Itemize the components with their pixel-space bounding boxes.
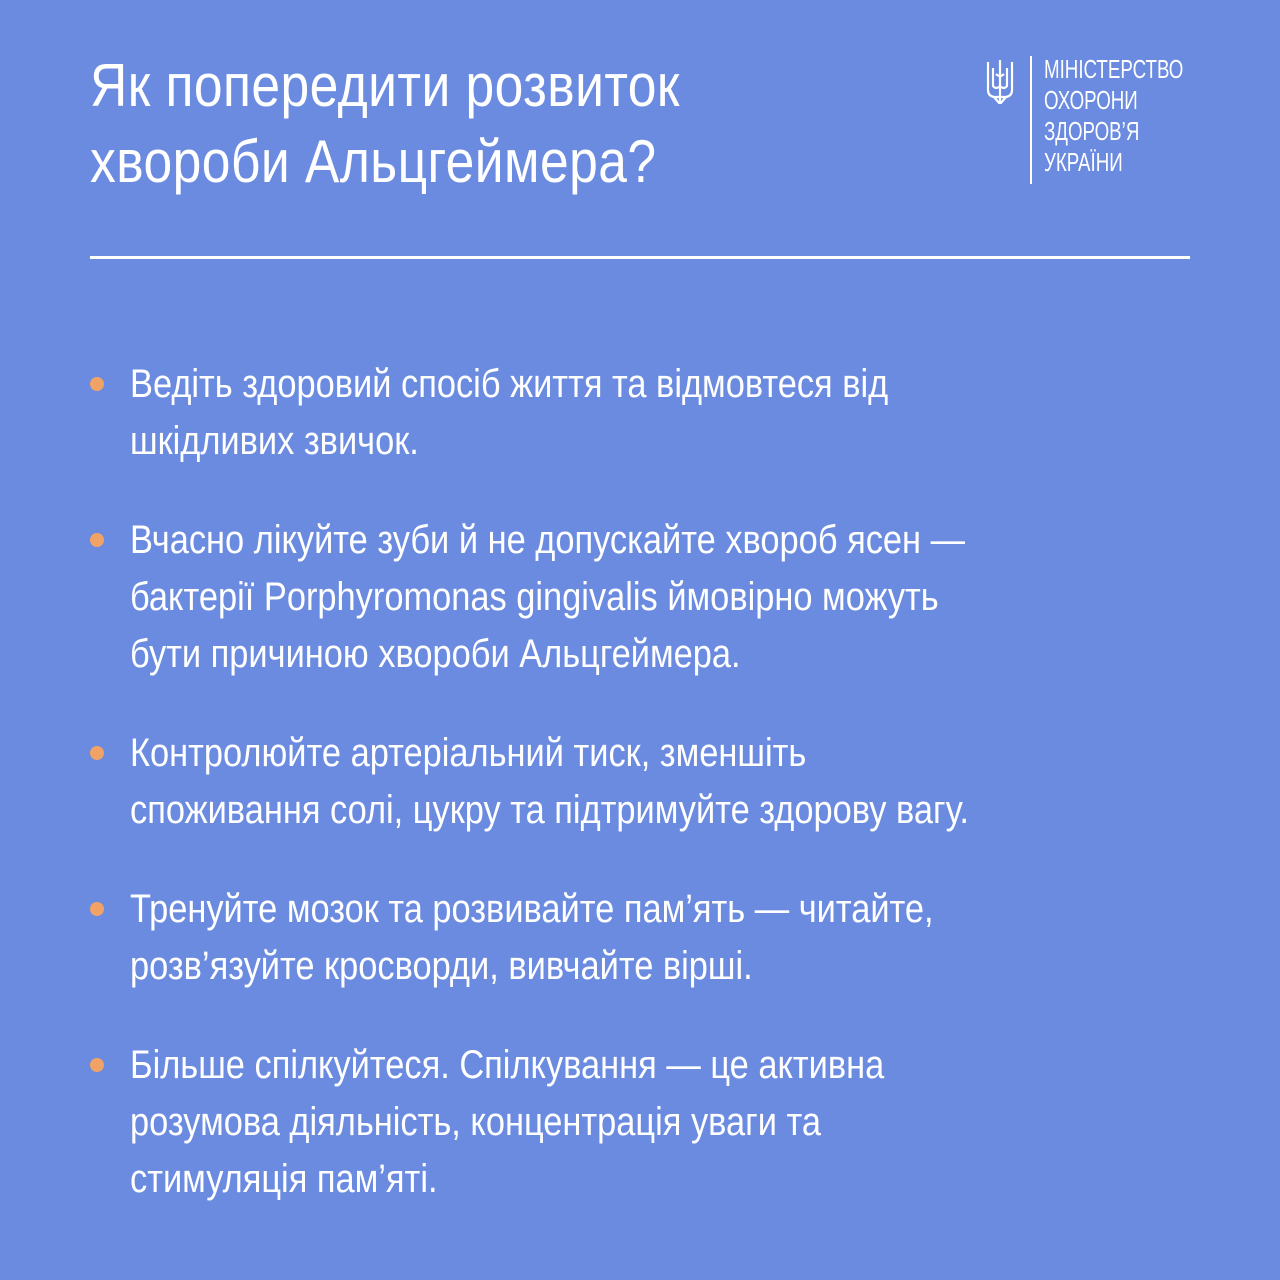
tip-line: стимуляція пам’яті. <box>130 1157 438 1201</box>
ministry-name-line: ОХОРОНИ <box>1044 85 1138 115</box>
tip-item <box>90 512 1210 683</box>
bullet-dot-icon <box>90 1058 104 1072</box>
tip-line: бути причиною хвороби Альцгеймера. <box>130 632 741 676</box>
bullet-dot-icon <box>90 533 104 547</box>
ministry-name-line: ЗДОРОВ’Я <box>1044 116 1140 146</box>
bullet-dot-icon <box>90 746 104 760</box>
bullet-dot-icon <box>90 377 104 391</box>
ministry-name <box>1044 54 1183 178</box>
ministry-logo <box>986 56 1196 186</box>
title-line: хвороби Альцгеймера? <box>90 128 657 195</box>
trident-coat-of-arms-icon <box>986 60 1014 104</box>
tip-line: Більше спілкуйтеся. Спілкування — це активна <box>130 1043 885 1087</box>
tip-item <box>90 881 1210 995</box>
tip-line: Вчасно лікуйте зуби й не допускайте хвороб ясен — <box>130 518 965 562</box>
tip-text <box>130 1037 1205 1208</box>
logo-divider <box>1030 56 1032 184</box>
bullet-dot-icon <box>90 902 104 916</box>
header-divider <box>90 256 1190 259</box>
page-title <box>90 48 830 200</box>
ministry-name-line: МІНІСТЕРСТВО <box>1044 54 1184 84</box>
tip-line: розумова діяльність, концентрація уваги та <box>130 1100 822 1144</box>
tip-text <box>130 512 1205 683</box>
tip-text <box>130 881 1205 995</box>
tip-line: споживання солі, цукру та підтримуйте здорову вагу. <box>130 788 969 832</box>
tip-text <box>130 725 1205 839</box>
tip-line: Контролюйте артеріальний тиск, зменшіть <box>130 731 807 775</box>
tip-item <box>90 356 1210 470</box>
tip-text <box>130 356 1205 470</box>
tip-line: Ведіть здоровий спосіб життя та відмовтеся від <box>130 362 889 406</box>
tips-list <box>90 356 1210 1250</box>
ministry-name-line: УКРАЇНИ <box>1044 147 1123 177</box>
tip-item <box>90 1037 1210 1208</box>
tip-line: Тренуйте мозок та розвивайте пам’ять — читайте, <box>130 887 934 931</box>
tip-item <box>90 725 1210 839</box>
tip-line: розв’язуйте кросворди, вивчайте вірші. <box>130 944 753 988</box>
tip-line: бактерії Porphyromonas gingivalis ймовірно можуть <box>130 575 939 619</box>
tip-line: шкідливих звичок. <box>130 419 419 463</box>
title-line: Як попередити розвиток <box>90 52 680 119</box>
